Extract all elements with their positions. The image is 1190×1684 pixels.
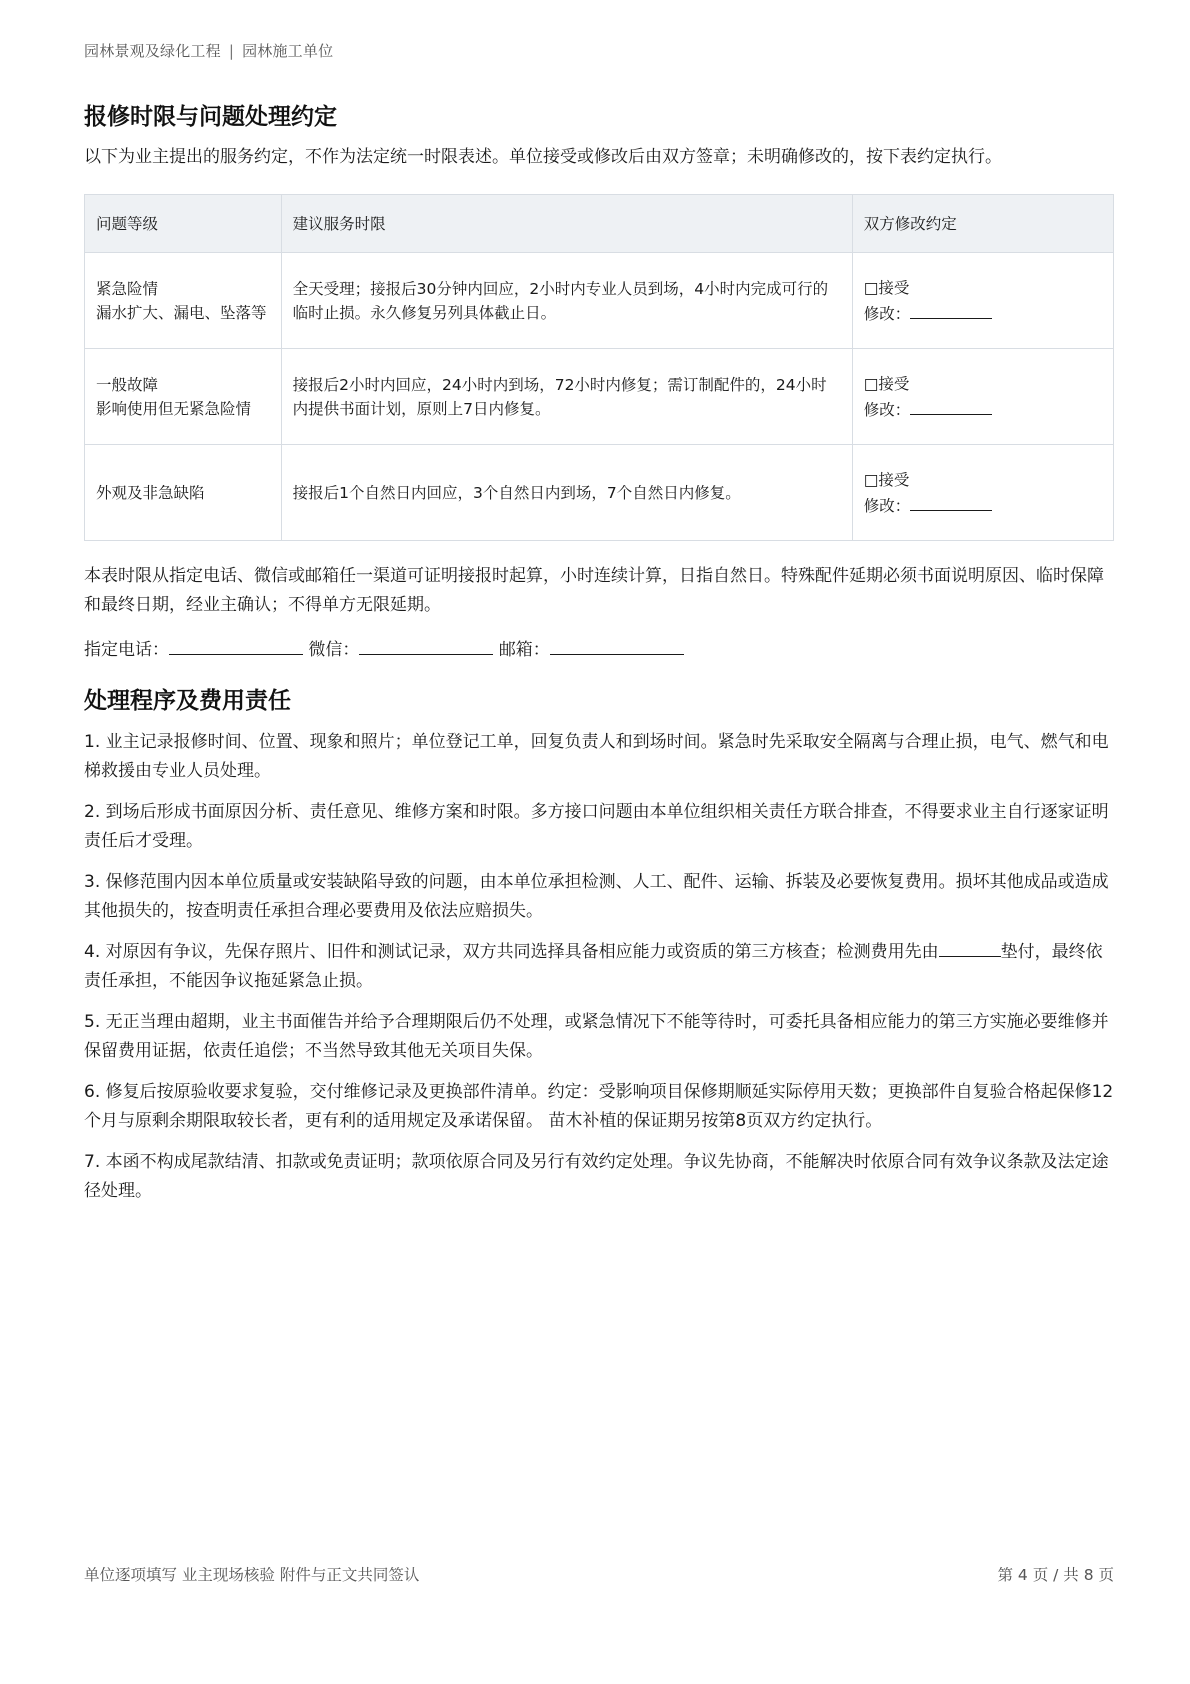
- list-item: 7. 本函不构成尾款结清、扣款或免责证明；款项依原合同及另行有效约定处理。争议先协商，不能解决时依原合同有效争议条款及法定途径处理。: [84, 1152, 1109, 1201]
- modify-label: 修改：: [863, 304, 911, 323]
- column-header-level: 问题等级: [85, 195, 282, 253]
- modify-blank[interactable]: [910, 492, 992, 511]
- footer-note: 单位逐项填写 业主现场核验 附件与正文共同签认: [84, 1566, 420, 1584]
- list-item: 2. 到场后形成书面原因分析、责任意见、维修方案和时限。多方接口问题由本单位组织相关责任方联合排查，不得要求业主自行逐家证明责任后才受理。: [84, 802, 1109, 851]
- section-title-procedure: 处理程序及费用责任: [84, 688, 291, 714]
- level-desc: 影响使用但无紧急险情: [96, 399, 252, 418]
- list-item: 5. 无正当理由超期，业主书面催告并给予合理期限后仍不处理，或紧急情况下不能等待时，可委托具备相应能力的第三方实施必要维修并保留费用证据，依责任追偿；不当然导致其他无关项目失保。: [84, 1012, 1109, 1061]
- phone-label: 指定电话：: [84, 640, 169, 660]
- email-label: 邮箱：: [498, 640, 550, 660]
- wechat-blank[interactable]: [359, 636, 493, 655]
- level-name: 紧急险情: [96, 279, 159, 298]
- intro-paragraph: 以下为业主提出的服务约定，不作为法定统一时限表述。单位接受或修改后由双方签章；未明确修改的，按下表约定执行。: [84, 147, 1002, 167]
- phone-blank[interactable]: [169, 636, 303, 655]
- accept-checkbox[interactable]: □接受: [863, 374, 910, 393]
- item4-before: 4. 对原因有争议，先保存照片、旧件和测试记录，双方共同选择具备相应能力或资质的第三方核查；检测费用先由: [84, 942, 939, 962]
- modify-blank[interactable]: [910, 396, 992, 415]
- modify-line: [864, 300, 1102, 326]
- column-header-modify: 双方修改约定: [852, 195, 1113, 253]
- header-unit: 园林施工单位: [242, 42, 334, 60]
- service-cell: 接报后2小时内回应，24小时内到场，72小时内修复；需订制配件的，24小时内提供书面计划，原则上7日内修复。: [281, 349, 852, 445]
- modify-cell: [852, 253, 1113, 349]
- level-name: 外观及非急缺陷: [96, 483, 205, 502]
- page-header: [84, 40, 333, 61]
- modify-label: 修改：: [863, 400, 911, 419]
- page-footer: [84, 1563, 1114, 1585]
- accept-checkbox[interactable]: □接受: [863, 470, 910, 489]
- list-item: 1. 业主记录报修时间、位置、现象和照片；单位登记工单，回复负责人和到场时间。紧急时先采取安全隔离与合理止损，电气、燃气和电梯救援由专业人员处理。: [84, 732, 1109, 781]
- list-item: [84, 938, 1114, 996]
- contact-line: [84, 636, 1114, 665]
- header-project: 园林景观及绿化工程: [84, 42, 221, 60]
- payer-blank[interactable]: [939, 938, 1001, 957]
- accept-checkbox[interactable]: □接受: [863, 278, 910, 297]
- column-header-service: 建议服务时限: [281, 195, 852, 253]
- modify-line: [864, 396, 1102, 422]
- service-cell: 全天受理；接报后30分钟内回应，2小时内专业人员到场，4小时内完成可行的临时止损。永久修复另列具体截止日。: [281, 253, 852, 349]
- header-separator: |: [228, 42, 235, 60]
- table-row: [85, 445, 1114, 541]
- modify-label: 修改：: [863, 496, 911, 515]
- service-cell: 接报后1个自然日内回应，3个自然日内到场，7个自然日内修复。: [281, 445, 852, 541]
- service-limit-table: [84, 194, 1114, 541]
- modify-cell: [852, 445, 1113, 541]
- table-row: [85, 349, 1114, 445]
- list-item: 6. 修复后按原验收要求复验，交付维修记录及更换部件清单。约定：受影响项目保修期顺延实际停用天数；更换部件自复验合格起保修12个月与原剩余期限取较长者，更有利的适用规定及承诺保留。 苗木补植的保证期另按第8页双方约定执行。: [84, 1082, 1114, 1131]
- section-title-limits: 报修时限与问题处理约定: [84, 104, 337, 130]
- list-item: 3. 保修范围内因本单位质量或安装缺陷导致的问题，由本单位承担检测、人工、配件、运输、拆装及必要恢复费用。损坏其他成品或造成其他损失的，按查明责任承担合理必要费用及依法应赔损失。: [84, 872, 1109, 921]
- item4-after: 垫付，最终依责任承担，不能因争议拖延紧急止损。: [84, 942, 1103, 991]
- table-note: 本表时限从指定电话、微信或邮箱任一渠道可证明接报时起算，小时连续计算，日指自然日。特殊配件延期必须书面说明原因、临时保障和最终日期，经业主确认；不得单方无限延期。: [84, 566, 1104, 615]
- table-row: [85, 253, 1114, 349]
- level-cell: [85, 349, 282, 445]
- modify-blank[interactable]: [910, 300, 992, 319]
- wechat-label: 微信：: [308, 640, 360, 660]
- level-cell: [85, 445, 282, 541]
- email-blank[interactable]: [550, 636, 684, 655]
- table-header-row: [85, 195, 1114, 253]
- level-cell: [85, 253, 282, 349]
- level-name: 一般故障: [96, 375, 159, 394]
- modify-cell: [852, 349, 1113, 445]
- page-number: 第 4 页 / 共 8 页: [997, 1566, 1114, 1584]
- modify-line: [864, 492, 1102, 518]
- level-desc: 漏水扩大、漏电、坠落等: [96, 303, 267, 322]
